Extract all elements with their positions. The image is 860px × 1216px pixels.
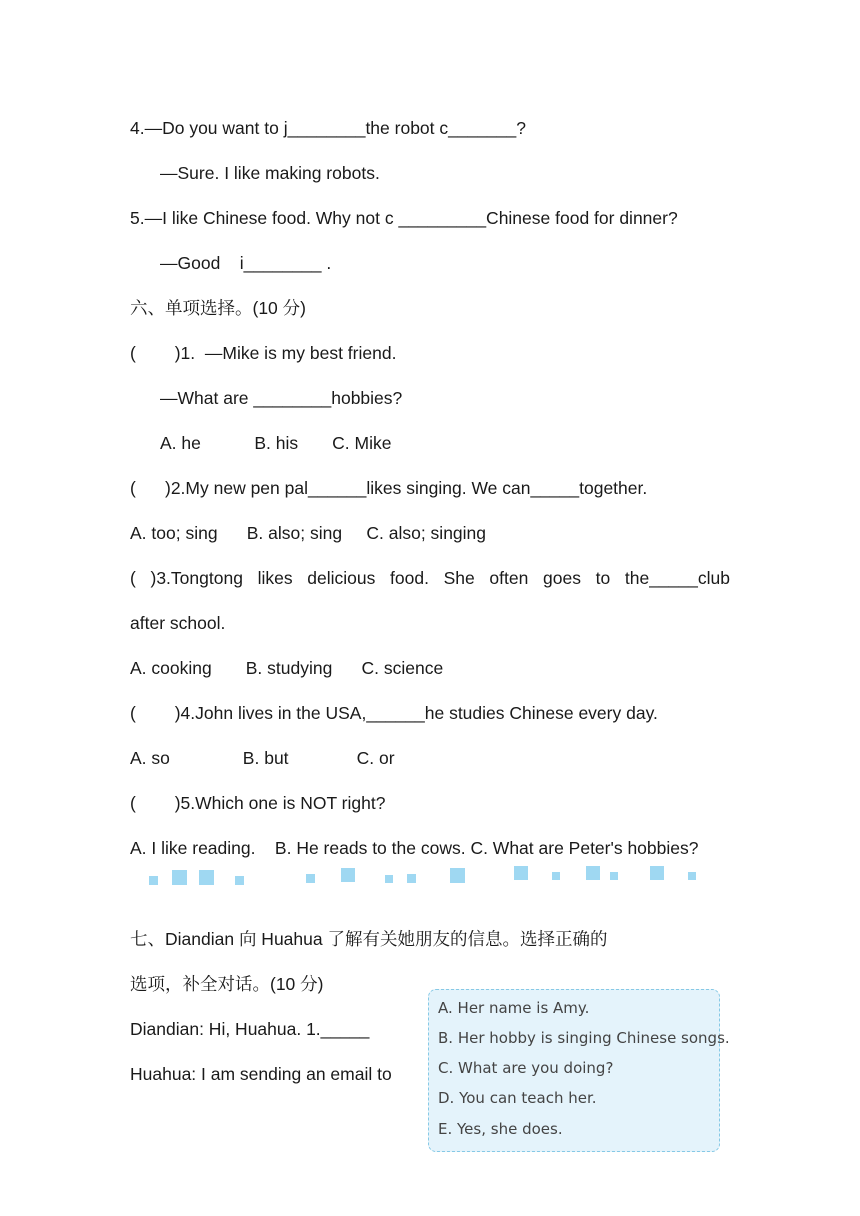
- mc-1-question: ( )1. —Mike is my best friend.: [130, 343, 397, 363]
- option-a: A. Her name is Amy.: [438, 999, 590, 1017]
- divider-square: [450, 868, 465, 883]
- divider-square: [306, 874, 315, 883]
- divider-square: [199, 870, 214, 885]
- question-5-line-2: —Good i________ .: [160, 253, 332, 273]
- dialogue-line-1: Diandian: Hi, Huahua. 1._____: [130, 1019, 370, 1039]
- mc-5-question: ( )5.Which one is NOT right?: [130, 793, 386, 813]
- option-b: B. Her hobby is singing Chinese songs.: [438, 1029, 730, 1047]
- question-4-line-2: —Sure. I like making robots.: [160, 163, 380, 183]
- divider-square: [341, 868, 355, 882]
- section-6-heading: 六、单项选择。(10 分): [130, 298, 306, 318]
- mc-4-question: ( )4.John lives in the USA,______he studies Chinese every day.: [130, 703, 658, 723]
- options-box: [428, 989, 730, 1152]
- option-c: C. What are you doing?: [438, 1059, 614, 1077]
- mc-3-question-2: after school.: [130, 613, 226, 633]
- mc-3-question: ( )3.Tongtong likes delicious food. She often goes to the_____club: [130, 568, 730, 588]
- mc-5-options: A. I like reading. B. He reads to the cows. C. What are Peter's hobbies?: [130, 838, 699, 858]
- dialogue-line-2: Huahua: I am sending an email to: [130, 1064, 392, 1084]
- section-7-heading-line-2: 选项，补全对话。(10 分): [130, 974, 324, 994]
- mc-2-question: ( )2.My new pen pal______likes singing. We can_____together.: [130, 478, 648, 498]
- divider-square: [172, 870, 187, 885]
- divider-square: [514, 866, 528, 880]
- question-4-line-1: 4.—Do you want to j________the robot c_______?: [130, 118, 526, 138]
- mc-2-options: A. too; sing B. also; sing C. also; singing: [130, 523, 487, 543]
- divider-square: [586, 866, 600, 880]
- divider-square: [385, 875, 393, 883]
- divider-square: [235, 876, 244, 885]
- section-7-heading-line-1: 七、Diandian 向 Huahua 了解有关她朋友的信息。选择正确的: [130, 929, 608, 949]
- mc-1-options: A. he B. his C. Mike: [160, 433, 392, 453]
- mc-4-options: A. so B. but C. or: [130, 748, 395, 768]
- option-d: D. You can teach her.: [438, 1089, 597, 1107]
- divider-square: [149, 876, 158, 885]
- divider-square: [650, 866, 664, 880]
- option-e: E. Yes, she does.: [438, 1120, 563, 1138]
- divider-square: [552, 872, 560, 880]
- question-5-line-1: 5.—I like Chinese food. Why not c _________Chinese food for dinner?: [130, 208, 678, 228]
- divider-square: [688, 872, 696, 880]
- mc-3-options: A. cooking B. studying C. science: [130, 658, 444, 678]
- divider-square: [610, 872, 618, 880]
- mc-1-question-2: —What are ________hobbies?: [160, 388, 403, 408]
- divider-square: [407, 874, 416, 883]
